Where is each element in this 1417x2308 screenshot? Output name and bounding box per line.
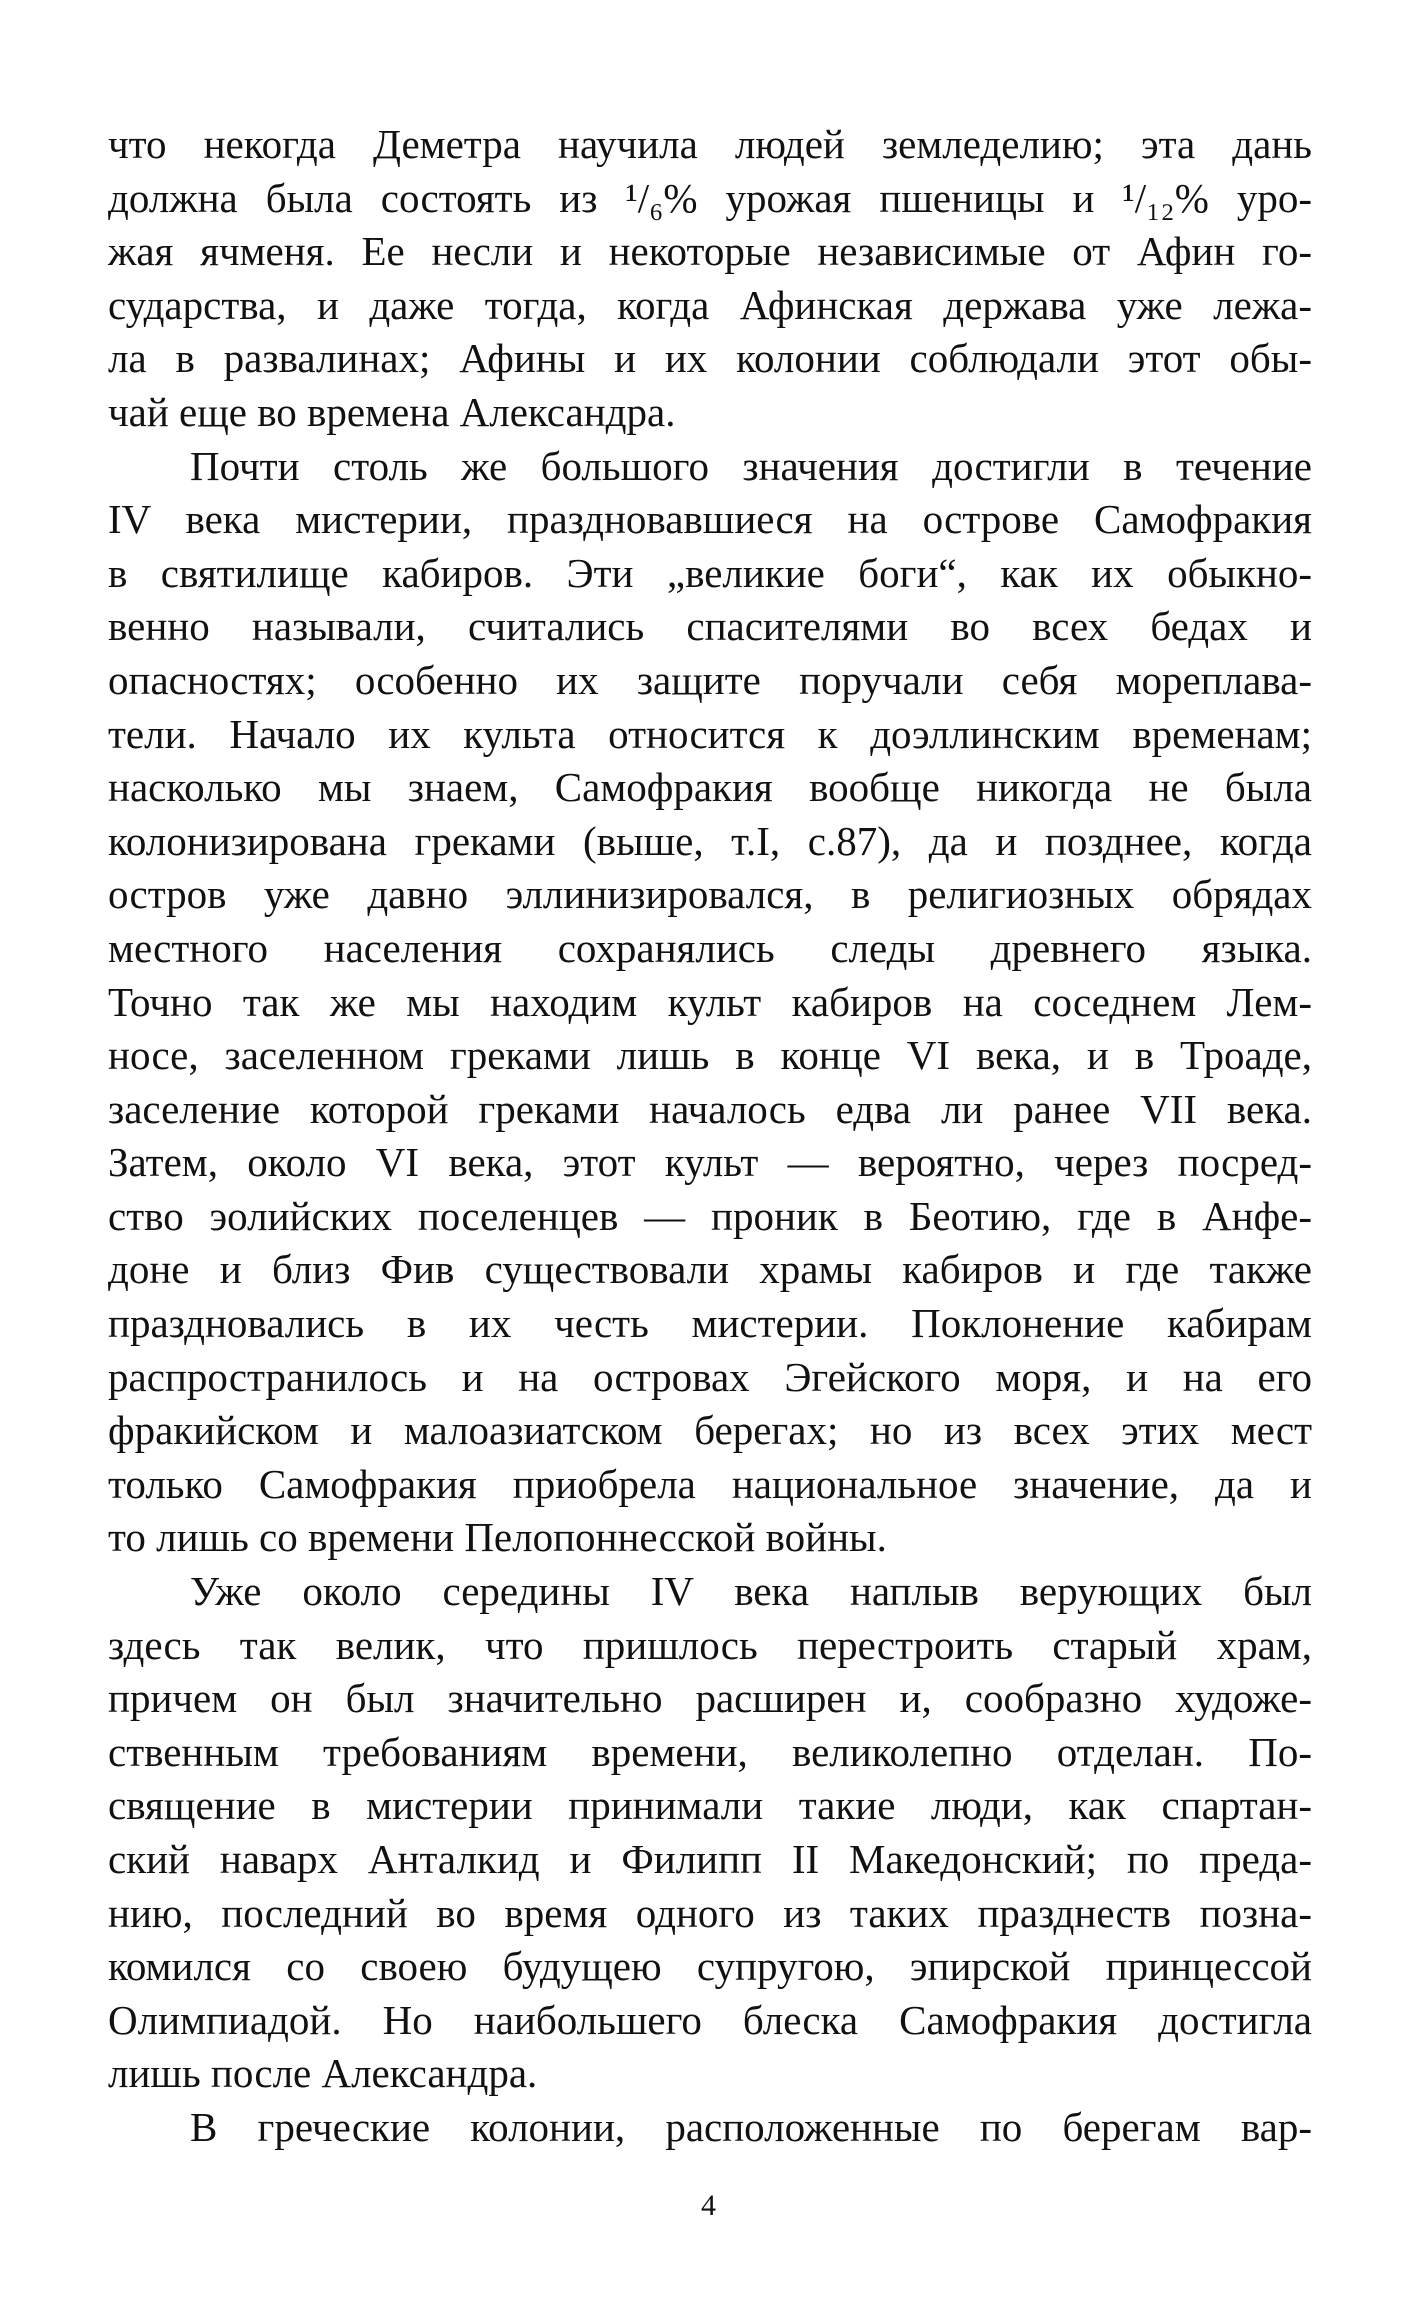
body-text: [108, 118, 1312, 2155]
text-line: остров уже давно эллинизировался, в религиозных обрядах: [108, 871, 1312, 918]
text-line: сударства, и даже тогда, когда Афинская держава уже лежа-: [108, 281, 1312, 328]
text-line: то лишь со времени Пелопоннесской войны.: [108, 1514, 887, 1561]
text-line: распространилось и на островах Эгейского моря, и на его: [108, 1353, 1312, 1400]
text-line: только Самофракия приобрела национальное значение, да и: [108, 1460, 1312, 1507]
text-line: должна была состоять из ¹/₆% урожая пшеницы и ¹/₁₂% уро-: [108, 174, 1312, 221]
text-line: нию, последний во время одного из таких празднеств позна-: [108, 1889, 1312, 1936]
page-number: 4: [701, 2189, 716, 2222]
text-line: священие в мистерии принимали такие люди, как спартан-: [108, 1782, 1312, 1829]
text-line: заселение которой греками началось едва ли ранее VII века.: [108, 1085, 1312, 1132]
text-line: ский наварх Анталкид и Филипп II Македонский; по преда-: [108, 1836, 1312, 1882]
text-line: венно называли, считались спасителями во всех бедах и: [108, 603, 1312, 650]
text-line: тели. Начало их культа относится к доэллинским временам;: [108, 710, 1312, 757]
text-line: здесь так велик, что пришлось перестроить старый храм,: [108, 1621, 1312, 1668]
text-line: в святилище кабиров. Эти „великие боги“, как их обыкно-: [108, 549, 1312, 596]
text-line: колонизирована греками (выше, т.I, с.87), да и позднее, когда: [108, 817, 1312, 864]
text-line: местного населения сохранялись следы древнего языка.: [108, 924, 1312, 971]
text-line: ла в развалинах; Афины и их колонии соблюдали этот обы-: [108, 335, 1312, 382]
text-line: Точно так же мы находим культ кабиров на соседнем Лем-: [108, 978, 1312, 1025]
text-line: доне и близ Фив существовали храмы кабиров и где также: [108, 1246, 1312, 1293]
text-line: ственным требованиям времени, великолепно отделан. По-: [108, 1728, 1312, 1775]
text-line: жая ячменя. Ее несли и некоторые независимые от Афин го-: [108, 228, 1312, 275]
text-line: Затем, около VI века, этот культ — вероятно, через посред-: [108, 1139, 1312, 1186]
text-line: насколько мы знаем, Самофракия вообще никогда не была: [108, 764, 1312, 811]
text-line: Олимпиадой. Но наибольшего блеска Самофракия достигла: [108, 1996, 1312, 2043]
text-line: В греческие колонии, расположенные по берегам вар-: [190, 2103, 1312, 2150]
text-line: что некогда Деметра научила людей земледелию; эта дань: [108, 121, 1312, 167]
text-line: комился со своею будущею супругою, эпирской принцессой: [108, 1943, 1312, 1990]
text-line: праздновались в их честь мистерии. Поклонение кабирам: [108, 1300, 1312, 1347]
text-line: носе, заселенном греками лишь в конце VI века, и в Троаде,: [108, 1032, 1312, 1079]
text-line: Уже около середины IV века наплыв верующих был: [190, 1568, 1312, 1615]
text-line: лишь после Александра.: [108, 2050, 538, 2097]
text-line: чай еще во времена Александра.: [108, 388, 676, 435]
text-line: ство эолийских поселенцев — проник в Беотию, где в Анфе-: [108, 1192, 1312, 1239]
text-line: IV века мистерии, праздновавшиеся на острове Самофракия: [108, 496, 1312, 543]
text-line: причем он был значительно расширен и, сообразно художе-: [108, 1675, 1312, 1722]
text-line: фракийском и малоазиатском берегах; но из всех этих мест: [108, 1407, 1312, 1454]
text-line: Почти столь же большого значения достигли в течение: [190, 442, 1312, 489]
text-line: опасностях; особенно их защите поручали себя мореплава-: [108, 656, 1312, 703]
